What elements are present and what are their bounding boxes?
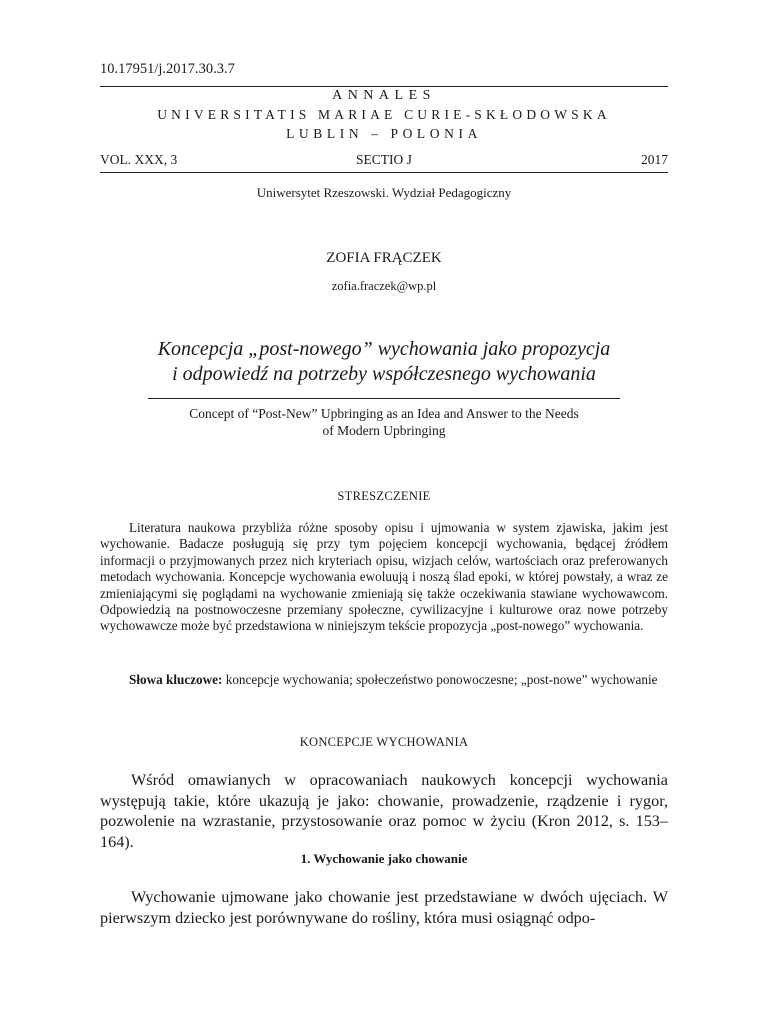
subsection-paragraph: Wychowanie ujmowane jako chowanie jest przedstawiane w dwóch ujęciach. W pierwszym dziecko jest porównywane do rośliny, która musi osiągnąć odpo- (100, 888, 668, 927)
doi: 10.17951/j.2017.30.3.7 (100, 61, 235, 77)
abstract (100, 520, 668, 635)
header-rule-top (100, 86, 668, 87)
section-paragraph: Wśród omawianych w opracowaniach naukowych koncepcji wychowania występują takie, które ukazują je jako: chowanie, prowadzenie, rządzenie i rygor, pozwolenie na wzrastanie, przystosowanie oraz pomoc w życiu (Kron 2012, s. 153–164). (100, 771, 668, 851)
journal-section: SECTIO J (356, 152, 412, 167)
title-polish-line1: Koncepcja „post-nowego” wychowania jako propozycja (157, 338, 611, 360)
journal-volume: VOL. XXX, 3 (100, 152, 178, 167)
abstract-heading: STRESZCZENIE (337, 489, 431, 503)
title-english-line1: Concept of “Post-New” Upbringing as an Idea and Answer to the Needs (189, 406, 579, 421)
journal-title-annales: ANNALES (332, 88, 436, 103)
author-affiliation: Uniwersytet Rzeszowski. Wydział Pedagogiczny (256, 185, 512, 200)
journal-title-location: LUBLIN – POLONIA (286, 126, 482, 141)
title-english-line2: of Modern Upbringing (322, 423, 446, 438)
article-title-english (100, 405, 668, 439)
subsection-body (100, 887, 668, 929)
subsection-heading: 1. Wychowanie jako chowanie (300, 851, 468, 866)
keywords-label: Słowa kluczowe: (129, 672, 223, 687)
article-title-polish (100, 337, 668, 387)
title-rule (148, 398, 620, 399)
abstract-text: Literatura naukowa przybliża różne sposoby opisu i ujmowania w system zjawiska, jakim jest wychowanie. Badacze posługują się przy tym pojęciem koncepcji wychowania, będącej źródłem informacji o przyjmowanych przez nich kryteriach opisu, wizjach celów, wartościach oraz preferowanych metodach wychowania. Koncepcje wychowania ewoluują i noszą ślad epoki, w której powstały, a wraz ze zmieniającymi się poglądami na wychowanie zmieniają się także oczekiwania stawiane wychowawcom. Odpowiedzią na postnowoczesne przemiany społeczne, cywilizacyjne i kulturowe oraz nowe potrzeby wychowawcze może być przedstawiona w niniejszym tekście propozycja „post-nowego” wychowania. (100, 520, 668, 634)
section-body (100, 770, 668, 852)
keywords (100, 672, 668, 688)
author-name: ZOFIA FRĄCZEK (326, 250, 442, 266)
journal-title-university: UNIVERSITATIS MARIAE CURIE-SKŁODOWSKA (157, 107, 611, 122)
author-email: zofia.fraczek@wp.pl (331, 279, 437, 293)
journal-year: 2017 (641, 152, 668, 167)
section-heading: KONCEPCJE WYCHOWANIA (299, 735, 469, 749)
keywords-text: koncepcje wychowania; społeczeństwo ponowoczesne; „post-nowe” wychowanie (225, 672, 658, 687)
title-polish-line2: i odpowiedź na potrzeby współczesnego wychowania (172, 363, 596, 385)
header-rule-bottom (100, 172, 668, 173)
